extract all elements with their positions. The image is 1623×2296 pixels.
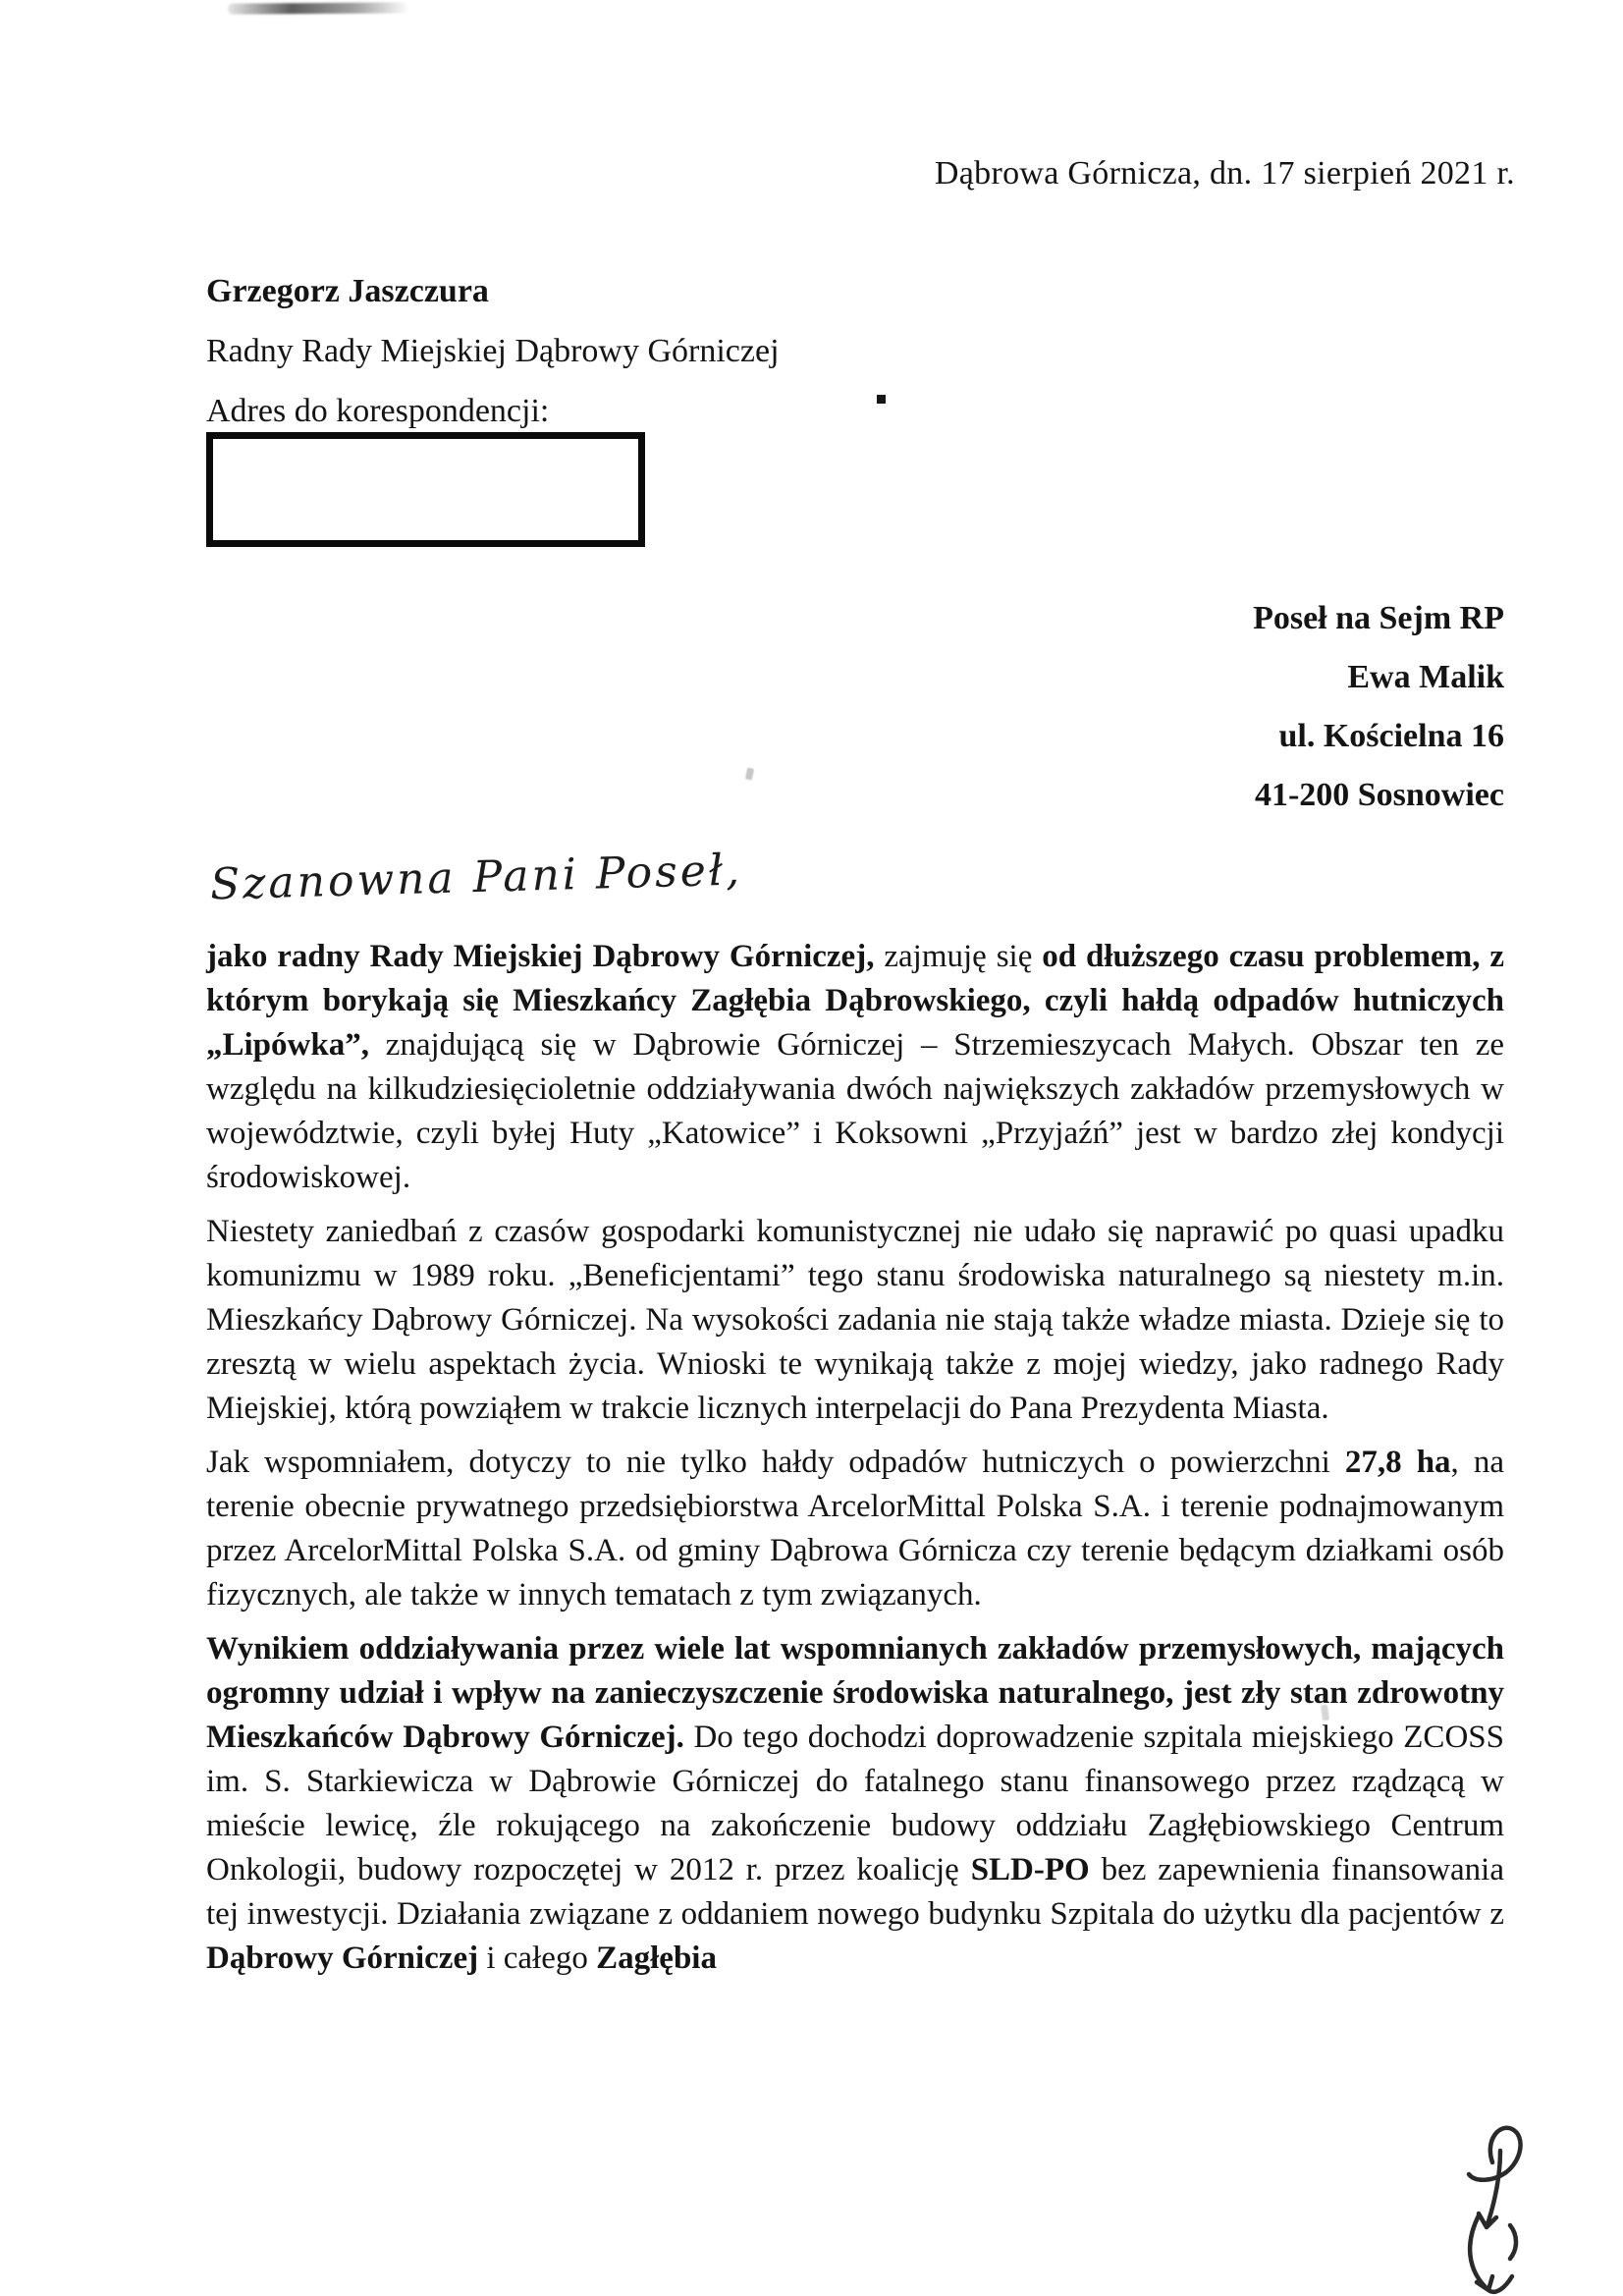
text-run: i całego xyxy=(478,1941,597,1976)
bold-text-run: od dłuższego czasu problemem, z którym borykają się Mieszkańcy Zagłębia Dąbrowskiego, czyli hałdą odpadów hutniczych „Lipówka”, xyxy=(206,939,1504,1063)
redacted-address-box xyxy=(206,432,645,547)
recipient-line: 41-200 Sosnowiec xyxy=(1254,777,1504,813)
bold-text-run: Dąbrowy Górniczej xyxy=(206,1941,479,1976)
sender-name: Grzegorz Jaszczura xyxy=(206,273,489,309)
dateline: Dąbrowa Górnicza, dn. 17 sierpień 2021 r. xyxy=(934,155,1515,191)
scan-speck-artifact xyxy=(745,767,754,780)
recipient-line: Poseł na Sejm RP xyxy=(1253,600,1504,636)
recipient-line: Ewa Malik xyxy=(1347,659,1504,695)
bold-text-run: Zagłębia xyxy=(596,1941,717,1976)
text-run: bez zapewnienia finansowania tej inwestycji. Działania związane z oddaniem nowego budynku Szpitala do użytku dla pacjentów z xyxy=(206,1852,1504,1932)
text-run: zajmuję się xyxy=(874,939,1043,974)
text-run: Do tego dochodzi doprowadzenie szpitala miejskiego ZCOSS im. S. Starkiewicza w Dąbrowie Górniczej do fatalnego stanu finansowego przez rządzącą w mieście lewicę, źle rokującego na zakończenie budowy oddziału Zagłębiowskiego Centrum Onkologii, budowy rozpoczętej w 2012 r. przez koalicję xyxy=(206,1720,1504,1887)
bold-text-run: Wynikiem oddziaływania przez wiele lat wspomnianych zakładów przemysłowych, mających ogromny udział i wpływ na zanieczyszczenie środowiska naturalnego, jest zły stan zdrowotny Mieszkańców Dąbrowy Górniczej. xyxy=(206,1631,1504,1755)
recipient-block xyxy=(1253,589,1504,825)
handwritten-salutation: Szanowna Pani Poseł, xyxy=(209,845,743,910)
text-run: Niestety zaniedbań z czasów gospodarki komunistycznej nie udało się naprawić po quasi upadku komunizmu w 1989 roku. „Beneficjentami” tego stanu środowiska naturalnego są niestety m.in. Mieszkańcy Dąbrowy Górniczej. Na wysokości zadania nie stają także władze miasta. Dzieje się to zresztą w wielu aspektach życia. Wnioski te wynikają także z mojej wiedzy, jako radnego Rady Miejskiej, którą powziąłem w trakcie licznych interpelacji do Pana Prezydenta Miasta. xyxy=(206,1214,1504,1426)
bold-text-run: 27,8 ha xyxy=(1344,1445,1451,1480)
text-run: znajdującą się w Dąbrowie Górniczej – Strzemieszycach Małych. Obszar ten ze względu na kilkudziesięcioletnie oddziaływania dwóch największych zakładów przemysłowych w województwie, czyli byłej Huty „Katowice” i Koksowni „Przyjaźń” jest w bardzo złej kondycji środowiskowej. xyxy=(206,1027,1504,1195)
letter-body xyxy=(206,935,1504,1991)
paragraph xyxy=(206,1441,1504,1617)
sender-title: Radny Rady Miejskiej Dąbrowy Górniczej xyxy=(206,333,780,369)
recipient-line: ul. Kościelna 16 xyxy=(1278,718,1504,754)
bold-text-run: SLD-PO xyxy=(970,1852,1090,1887)
handwritten-paraph-signature xyxy=(1435,2121,1543,2296)
paragraph xyxy=(206,1627,1504,1981)
text-run: Jak wspomniałem, dotyczy to nie tylko hałdy odpadów hutniczych o powierzchni xyxy=(206,1445,1345,1480)
text-run: , na terenie obecnie prywatnego przedsiębiorstwa ArcelorMittal Polska S.A. i terenie podnajmowanym przez ArcelorMittal Polska S.A. od gminy Dąbrowa Górnicza czy terenie będącym działkami osób fizycznych, ale także w innych tematach z tym związanych. xyxy=(206,1445,1504,1613)
paragraph xyxy=(206,1210,1504,1431)
sender-address-label: Adres do korespondencji: xyxy=(206,393,550,429)
sender-block xyxy=(206,261,780,441)
bold-text-run: jako radny Rady Miejskiej Dąbrowy Górniczej, xyxy=(206,939,875,974)
paragraph xyxy=(206,935,1504,1200)
scan-streak-artifact xyxy=(228,2,409,14)
square-dot-mark xyxy=(877,395,886,404)
